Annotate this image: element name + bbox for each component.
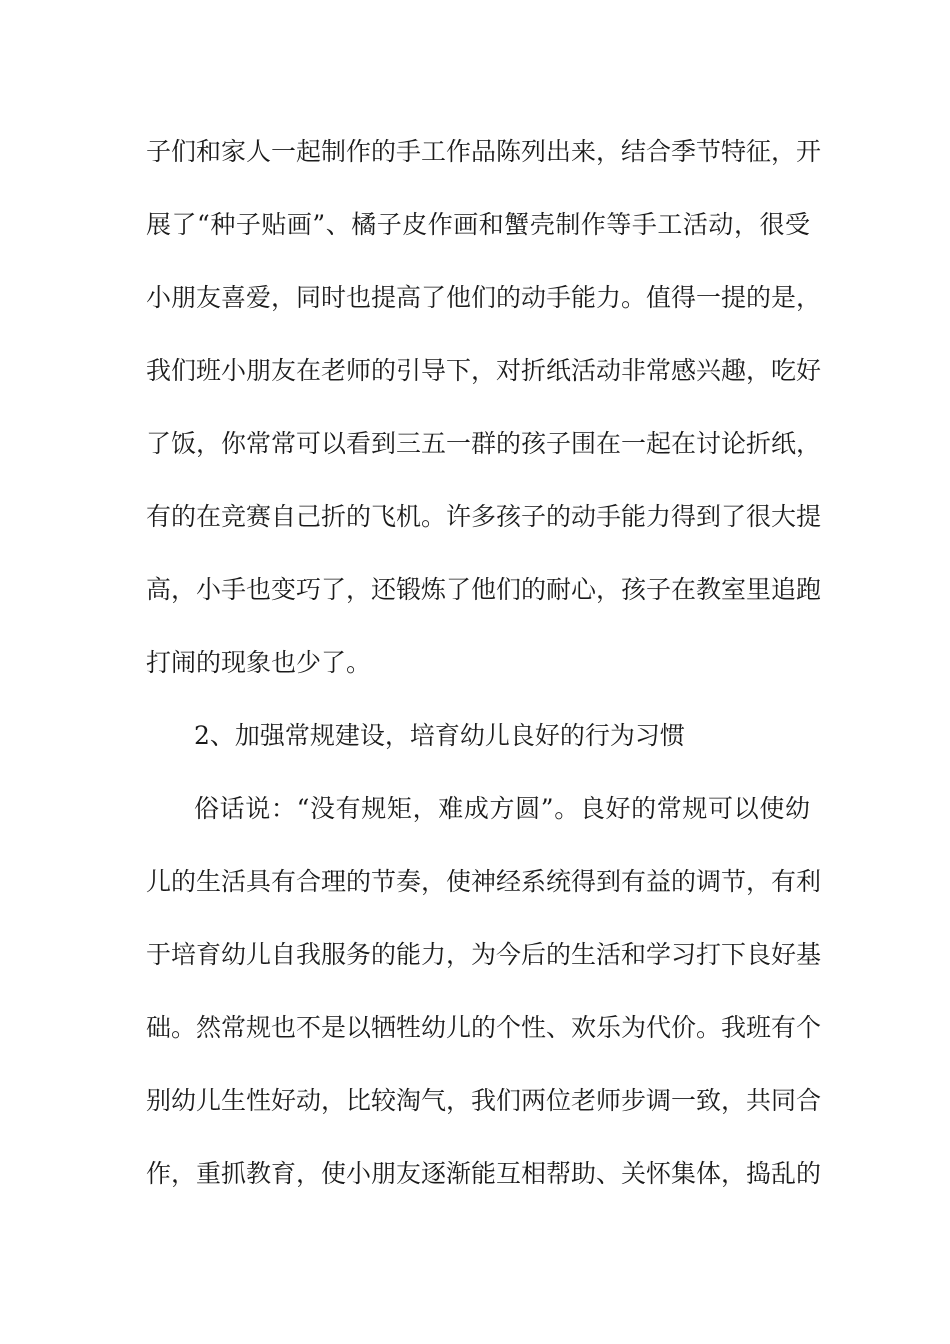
paragraph-2-line-1: 俗话说：“没有规矩，难成方圆”。良好的常规可以使幼 <box>194 794 810 823</box>
paragraph-2-line-2: 儿的生活具有合理的节奏，使神经系统得到有益的调节，有利 <box>146 867 822 896</box>
paragraph-2-line-4: 础。然常规也不是以牺牲幼儿的个性、欢乐为代价。我班有个 <box>146 1013 822 1042</box>
paragraph-1-line-6: 有的在竞赛自己折的飞机。许多孩子的动手能力得到了很大提 <box>146 502 822 531</box>
paragraph-1-line-4: 我们班小朋友在老师的引导下，对折纸活动非常感兴趣，吃好 <box>146 356 822 385</box>
section-heading: 2、加强常规建设，培育幼儿良好的行为习惯 <box>194 721 685 750</box>
paragraph-1-line-7: 高，小手也变巧了，还锻炼了他们的耐心，孩子在教室里追跑 <box>146 575 822 604</box>
paragraph-1-line-8: 打闹的现象也少了。 <box>146 648 372 677</box>
paragraph-2-line-6: 作，重抓教育，使小朋友逐渐能互相帮助、关怀集体，捣乱的 <box>146 1159 822 1188</box>
paragraph-2-line-3: 于培育幼儿自我服务的能力，为今后的生活和学习打下良好基 <box>146 940 822 969</box>
paragraph-1-line-2: 展了“种子贴画”、橘子皮作画和蟹壳制作等手工活动，很受 <box>146 210 810 239</box>
paragraph-1-line-3: 小朋友喜爱，同时也提高了他们的动手能力。值得一提的是， <box>146 283 822 312</box>
paragraph-2-line-5: 别幼儿生性好动，比较淘气，我们两位老师步调一致，共同合 <box>146 1086 822 1115</box>
paragraph-1-line-5: 了饭，你常常可以看到三五一群的孩子围在一起在讨论折纸， <box>146 429 822 458</box>
paragraph-1-line-1: 子们和家人一起制作的手工作品陈列出来，结合季节特征，开 <box>146 137 822 166</box>
